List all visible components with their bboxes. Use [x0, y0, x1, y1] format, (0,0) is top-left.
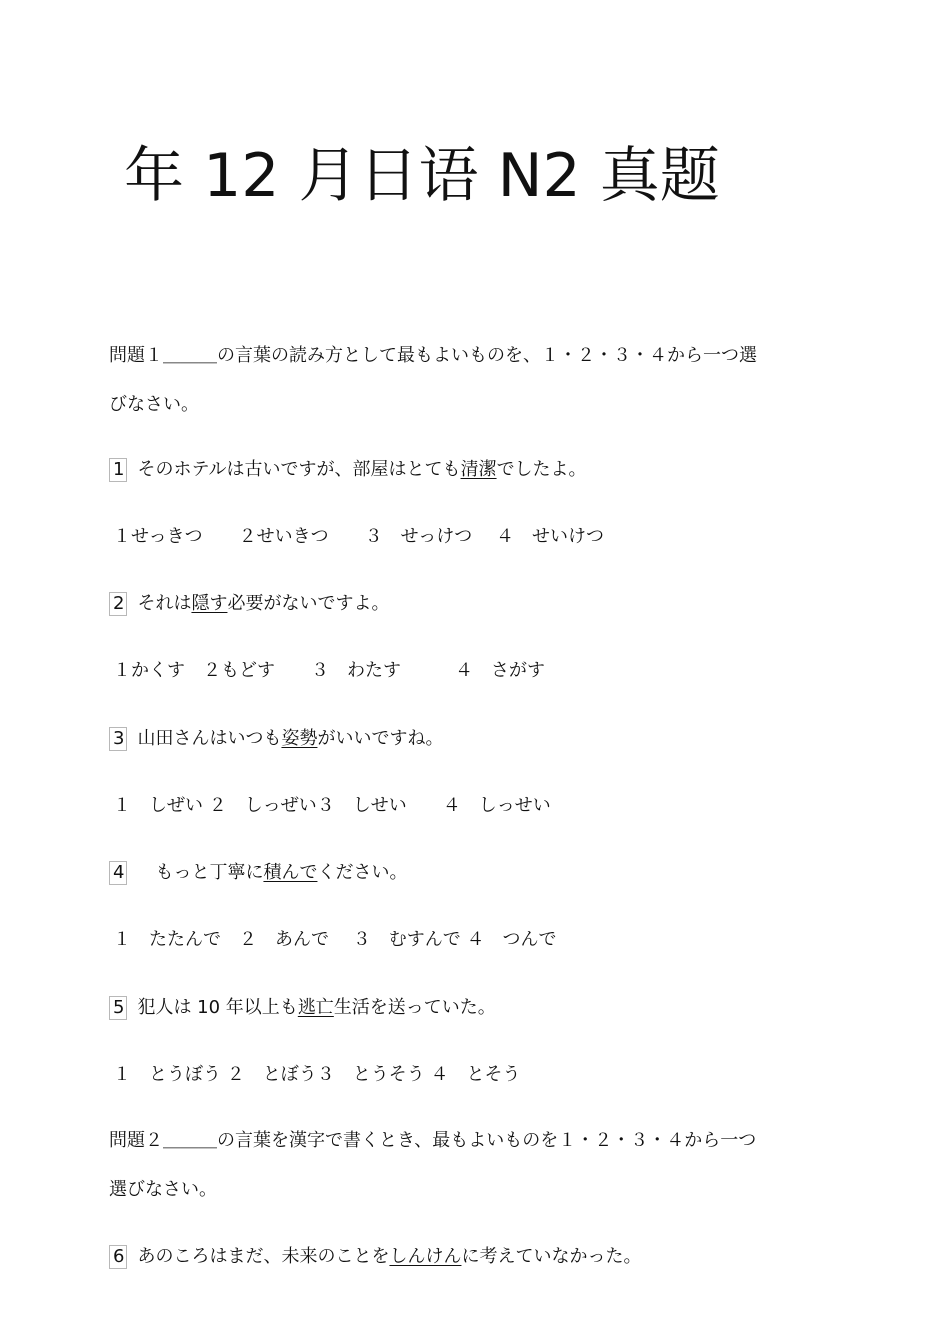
- question-5: [109, 996, 496, 1020]
- question-text-before: あのころはまだ、未来のことを: [137, 1246, 390, 1267]
- question-4: [109, 861, 407, 885]
- section1-instruction-line1: 問題１＿＿＿の言葉の読み方として最もよいものを、１・２・３・４から一つ選: [109, 345, 757, 366]
- question-1: [109, 458, 587, 482]
- question-text-before: 山田さんはいつも: [137, 728, 282, 749]
- question-text-after: でしたよ。: [496, 459, 587, 480]
- question-text-after: ください。: [317, 862, 408, 883]
- question-underlined-word: 隠す: [191, 593, 228, 614]
- question-text-after: 生活を送っていた。: [333, 997, 496, 1018]
- question-2-options: １かくす ２もどす ３ わたす ４ さがす: [113, 660, 545, 681]
- question-underlined-word: 姿勢: [281, 728, 318, 749]
- question-number: 1: [109, 458, 127, 482]
- section2-instruction-line2: 選びなさい。: [109, 1179, 217, 1200]
- question-underlined-word: 逃亡: [297, 997, 334, 1018]
- question-1-options: １せっきつ ２せいきつ ３ せっけつ ４ せいけつ: [113, 526, 604, 547]
- question-2: [109, 592, 389, 616]
- question-text-before: 犯人は 10 年以上も: [137, 997, 298, 1018]
- document-title: 年 12 月日语 N2 真题: [124, 141, 720, 211]
- question-number: 6: [109, 1245, 127, 1269]
- section2-instruction-line1: 問題２＿＿＿の言葉を漢字で書くとき、最もよいものを１・２・３・４から一つ: [109, 1130, 757, 1151]
- question-text-after: 必要がないですよ。: [227, 593, 390, 614]
- section1-instruction-line2: びなさい。: [109, 394, 199, 415]
- question-6: [109, 1245, 641, 1269]
- question-number: 4: [109, 861, 127, 885]
- question-number: 2: [109, 592, 127, 616]
- question-text-after: に考えていなかった。: [461, 1246, 642, 1267]
- question-underlined-word: 積んで: [263, 862, 318, 883]
- question-3: [109, 727, 443, 751]
- question-text-after: がいいですね。: [317, 728, 444, 749]
- question-4-options: １ たたんで ２ あんで ３ むすんで ４ つんで: [113, 929, 557, 950]
- question-number: 5: [109, 996, 127, 1020]
- question-3-options: １ しぜい ２ しっぜい３ しせい ４ しっせい: [113, 795, 551, 816]
- question-5-options: １ とうぼう ２ とぼう３ とうそう ４ とそう: [113, 1064, 521, 1085]
- question-underlined-word: しんけん: [389, 1246, 462, 1267]
- question-text-before: そのホテルは古いですが、部屋はとても: [137, 459, 461, 480]
- question-text-before: それは: [137, 593, 192, 614]
- question-underlined-word: 清潔: [460, 459, 497, 480]
- question-text-before: もっと丁寧に: [137, 862, 264, 883]
- question-number: 3: [109, 727, 127, 751]
